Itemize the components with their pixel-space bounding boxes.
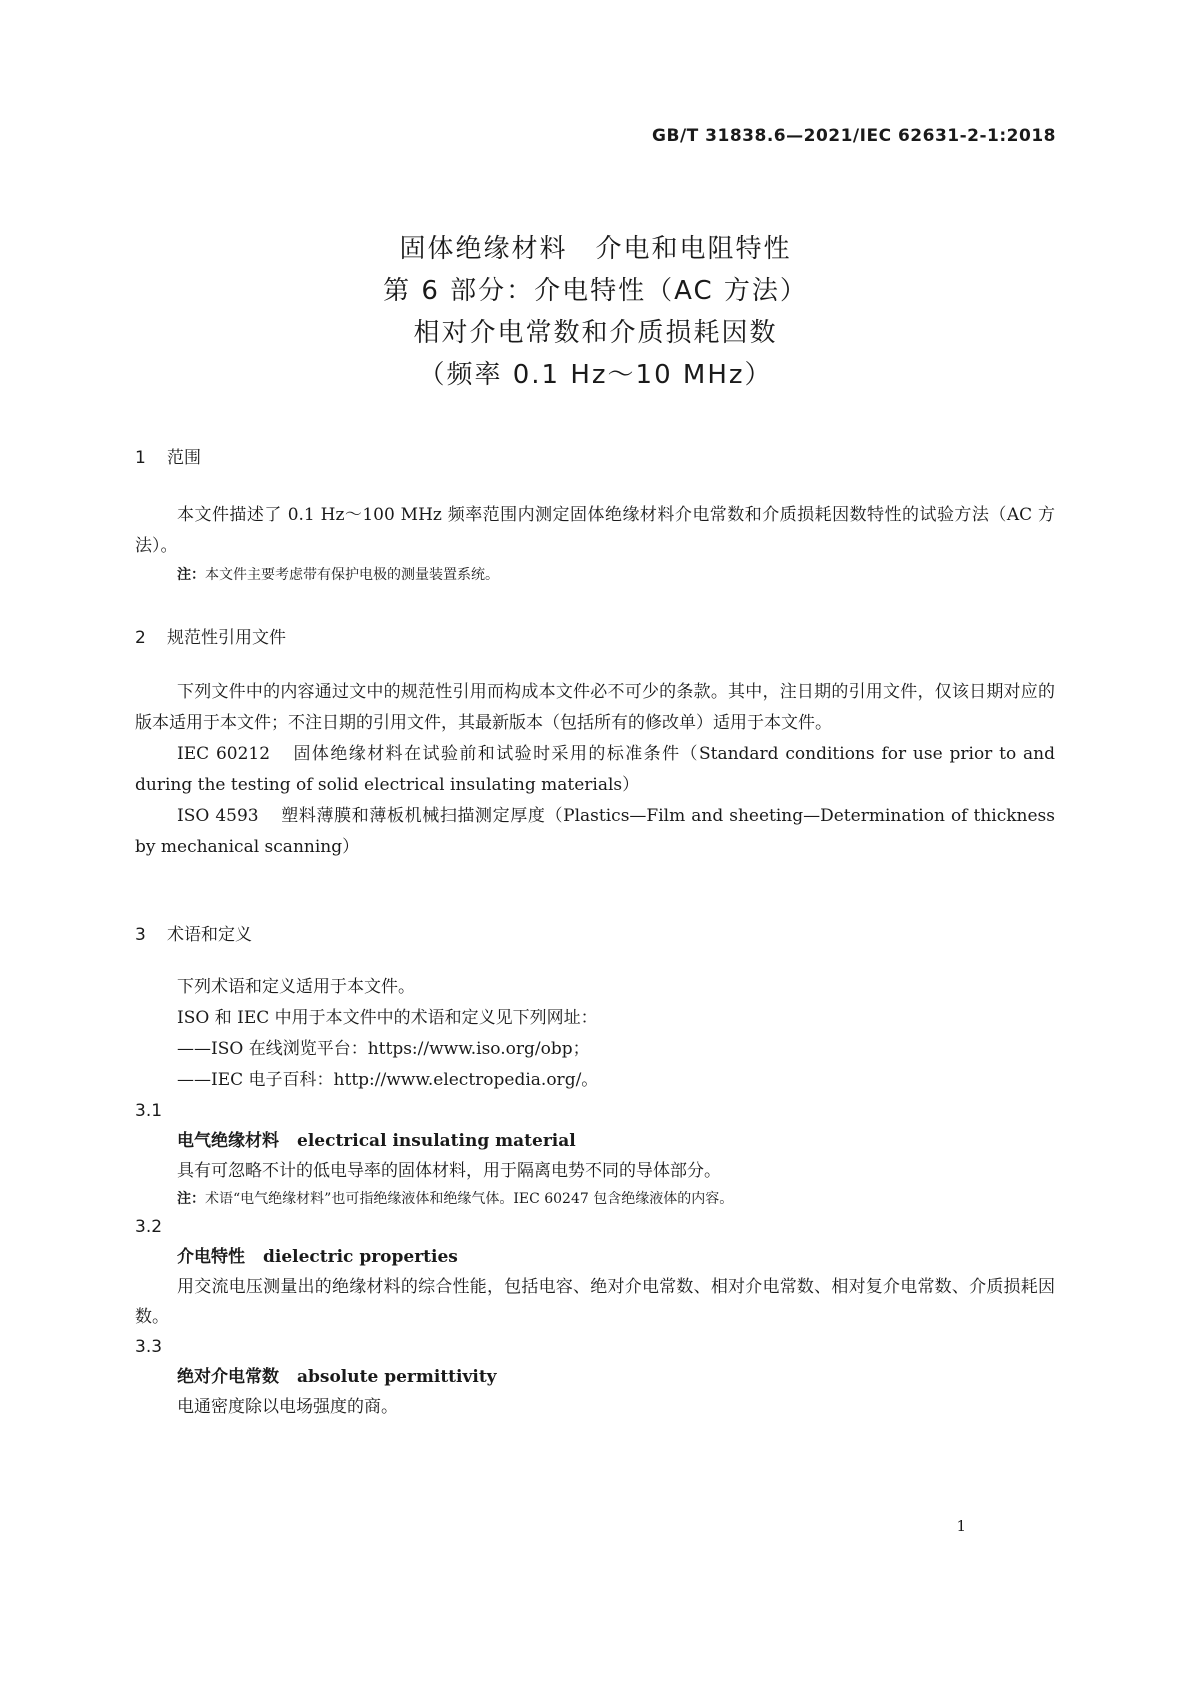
section-2-body <box>135 677 1055 863</box>
term-name-en: dielectric properties <box>263 1247 458 1267</box>
term-definition: 具有可忽略不计的低电导率的固体材料，用于隔离电势不同的导体部分。 <box>177 1161 721 1181</box>
section-3-body <box>135 972 1055 1422</box>
iec-electropedia-link: ——IEC 电子百科：http://www.electropedia.org/。 <box>177 1070 599 1090</box>
note-label: 注： <box>177 567 205 583</box>
terms-intro: 下列术语和定义适用于本文件。 <box>177 977 415 997</box>
scope-paragraph: 本文件描述了 0.1 Hz～100 MHz 频率范围内测定固体绝缘材料介电常数和介质损耗因数特性的试验方法（AC 方法）。 <box>135 505 1055 556</box>
reference-code: ISO 4593 <box>177 806 259 826</box>
note-text: 本文件主要考虑带有保护电极的测量装置系统。 <box>205 567 499 583</box>
term-note <box>135 1186 1055 1212</box>
reference-text: 塑料薄膜和薄板机械扫描测定厚度（Plastics—Film and sheeting—Determination of thickness by mechanical scanning） <box>135 806 1055 857</box>
term-number: 3.3 <box>135 1337 163 1357</box>
normative-paragraph: 下列文件中的内容通过文中的规范性引用而构成本文件必不可少的条款。其中，注日期的引用文件，仅该日期对应的版本适用于本文件；不注日期的引用文件，其最新版本（包括所有的修改单）适用于本文件。 <box>135 682 1055 733</box>
term-name-zh: 电气绝缘材料 <box>177 1131 279 1151</box>
note-label: 注： <box>177 1191 205 1207</box>
term-name-zh: 绝对介电常数 <box>177 1367 279 1387</box>
standard-number: GB/T 31838.6—2021/IEC 62631-2-1:2018 <box>652 126 1056 146</box>
term-number: 3.2 <box>135 1217 163 1237</box>
term-name <box>135 1362 1055 1392</box>
title-line-4: （频率 0.1 Hz～10 MHz） <box>418 360 773 390</box>
section-number: 2 <box>135 628 146 648</box>
reference-item <box>135 801 1055 863</box>
reference-text: 固体绝缘材料在试验前和试验时采用的标准条件（Standard conditions for use prior to and during the testing of solid electrical insulating materials） <box>135 744 1056 795</box>
page-number: 1 <box>956 1517 966 1535</box>
iso-obp-link: ——ISO 在线浏览平台：https://www.iso.org/obp； <box>177 1039 590 1059</box>
note-text: 术语“电气绝缘材料”也可指绝缘液体和绝缘气体。IEC 60247 包含绝缘液体的内容。 <box>205 1191 734 1207</box>
section-1-body <box>135 500 1055 588</box>
section-1-heading <box>135 443 201 468</box>
term-definition: 电通密度除以电场强度的商。 <box>177 1397 398 1417</box>
title-line-3: 相对介电常数和介质损耗因数 <box>413 318 778 348</box>
term-name-en: absolute permittivity <box>297 1367 497 1387</box>
term-name-en: electrical insulating material <box>297 1131 576 1151</box>
term-number: 3.1 <box>135 1101 163 1121</box>
term-definition: 用交流电压测量出的绝缘材料的综合性能，包括电容、绝对介电常数、相对介电常数、相对复介电常数、介质损耗因数。 <box>135 1277 1055 1327</box>
term-name <box>135 1126 1055 1156</box>
scope-note <box>135 562 1055 588</box>
reference-code: IEC 60212 <box>177 744 271 764</box>
title-line-1: 固体绝缘材料 介电和电阻特性 <box>399 234 792 264</box>
section-title: 范围 <box>167 448 201 468</box>
section-title: 规范性引用文件 <box>167 628 286 648</box>
title-line-2: 第 6 部分：介电特性（AC 方法） <box>383 276 808 306</box>
section-number: 3 <box>135 925 146 945</box>
term-name-zh: 介电特性 <box>177 1247 245 1267</box>
document-title <box>0 228 1191 396</box>
section-2-heading <box>135 623 286 648</box>
section-title: 术语和定义 <box>167 925 252 945</box>
term-name <box>135 1242 1055 1272</box>
section-3-heading <box>135 920 252 945</box>
section-number: 1 <box>135 448 146 468</box>
reference-item <box>135 739 1055 801</box>
terms-sources: ISO 和 IEC 中用于本文件中的术语和定义见下列网址： <box>177 1008 598 1028</box>
